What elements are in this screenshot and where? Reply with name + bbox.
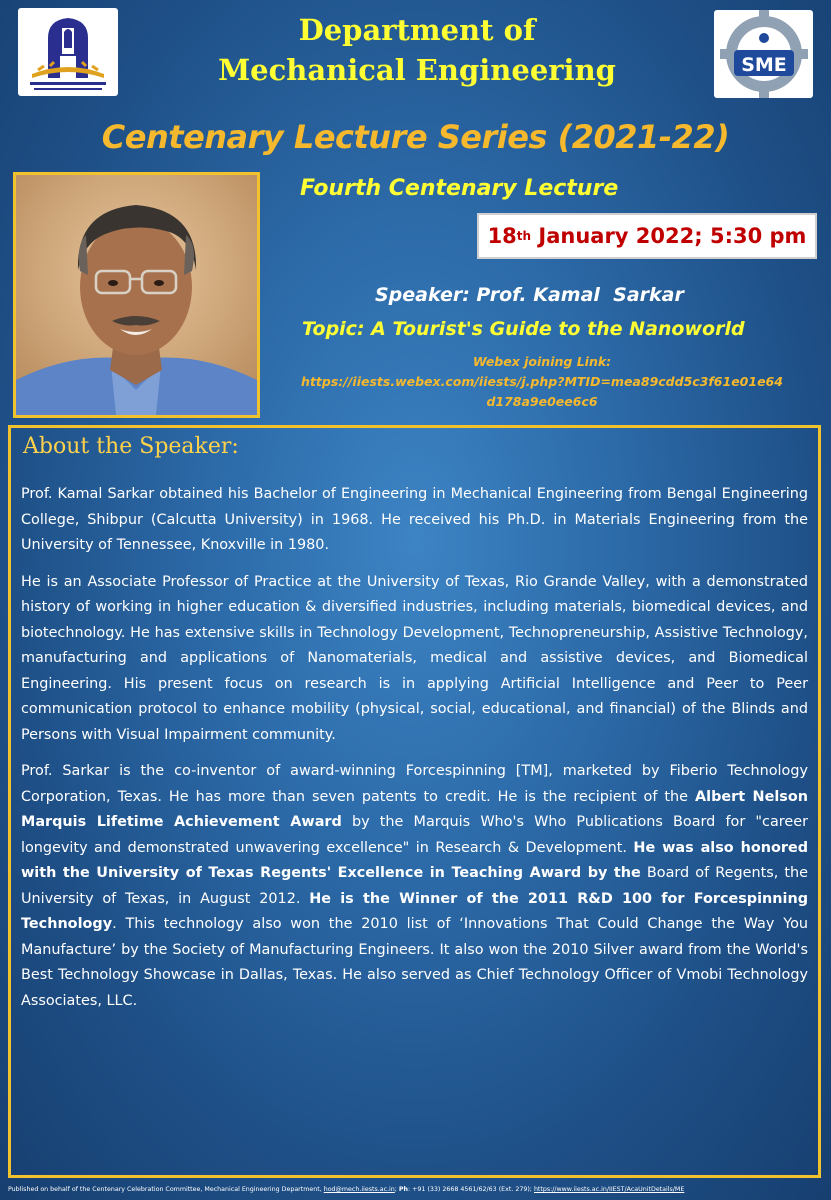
- footer-text1: Published on behalf of the Centenary Celebration Committee, Mechanical Engineering Department,: [8, 1186, 324, 1193]
- footer-ph-label: Ph: [398, 1186, 409, 1193]
- about-paragraph-2: He is an Associate Professor of Practice at the University of Texas, Rio Grande Valley, with a demonstrated history of working in higher education & diversified industries, including materials, biomedical devices, and biotechnology. He has extensive skills in Technology Development, Technopreneurship, Assistive Technology, manufacturing and applications of Nanomaterials, medical and assistive devices, and Biomedical Engineering. His present focus on research is in applying Artificial Intelligence and Peer to Peer communication protocol to enhance mobility (physical, social, educational, and financial) of the Blinds and Persons with Visual Impairment community.: [21, 573, 808, 743]
- p3-text-g: . This technology also won the 2010 list of ‘Innovations That Could Change the Way You Manufacture’ by the Society of Manufacturing Engineers. It also won the 2010 Silver award from the World's Best Technology Showcase in Dallas, Texas. He also served as Chief Technology Officer of Vmobi Technology Associates, LLC.: [21, 916, 808, 1009]
- series-title: Centenary Lecture Series (2021-22): [101, 118, 730, 156]
- footer: [8, 1186, 823, 1193]
- lecture-date-box: [477, 213, 817, 259]
- about-speaker-box: [8, 425, 821, 1178]
- webex-link-block[interactable]: [268, 352, 816, 412]
- about-paragraph-1: Prof. Kamal Sarkar obtained his Bachelor of Engineering in Mechanical Engineering from Bengal Engineering College, Shibpur (Calcutta University) in 1968. He received his Ph.D. in Materials Engineering from the University of Tennessee, Knoxville in 1980.: [21, 486, 808, 553]
- about-body: [21, 482, 808, 1025]
- date-rest: January 2022; 5:30 pm: [538, 224, 807, 248]
- p3-text-e: Board of Regents, the University of Texas, in August 2012.: [21, 865, 808, 907]
- webex-link-line2[interactable]: d178a9e0ee6c6: [486, 394, 598, 409]
- lecture-name: Fourth Centenary Lecture: [300, 176, 619, 201]
- department-title-line2: Mechanical Engineering: [218, 53, 616, 87]
- date-suffix: th: [516, 229, 532, 243]
- about-paragraph-3: [21, 759, 808, 1014]
- department-title-line1: Department of: [298, 13, 536, 47]
- p3-text-c: by the Marquis Who's Who Publications Board for "career longevity and demonstrated unwavering excellence" in Research & Development.: [21, 814, 808, 856]
- p3-award-regents: He was also honored with the University of Texas Regents' Excellence in Teaching Award by the: [21, 839, 809, 881]
- about-heading: About the Speaker:: [23, 434, 239, 459]
- webex-label: Webex joining Link:: [472, 354, 612, 369]
- p3-award-marquis: Albert Nelson Marquis Lifetime Achievement Award: [21, 788, 808, 830]
- sme-logo-text: SME: [741, 54, 787, 76]
- institute-logo: [18, 8, 118, 96]
- p3-text-a: Prof. Sarkar is the co-inventor of award-winning Forcespinning [TM], marketed by Fiberio Technology Corporation, Texas. He has more than seven patents to credit. He is the recipient of the: [21, 763, 808, 805]
- footer-text2: ;: [394, 1186, 399, 1193]
- date-day: 18: [487, 224, 517, 248]
- department-title: [130, 10, 704, 90]
- footer-ph-value: : +91 (33) 2668 4561/62/63 (Ext. 279);: [408, 1186, 534, 1193]
- sme-logo: [714, 10, 813, 98]
- speaker-photo: [13, 172, 260, 418]
- speaker-line: Speaker: Prof. Kamal Sarkar: [375, 284, 684, 306]
- webex-link-line1[interactable]: https://iiests.webex.com/iiests/j.php?MTID=mea89cdd5c3f61e01e64: [301, 374, 783, 389]
- p3-award-rd100: He is the Winner of the 2011 R&D 100 for Forcespinning Technology: [21, 890, 809, 932]
- footer-email-link[interactable]: hod@mech.iiests.ac.in: [323, 1186, 395, 1193]
- footer-url-link[interactable]: https://www.iiests.ac.in/IIEST/AcaUnitDetails/ME: [533, 1186, 685, 1193]
- topic-line: Topic: A Tourist's Guide to the Nanoworld: [302, 318, 745, 340]
